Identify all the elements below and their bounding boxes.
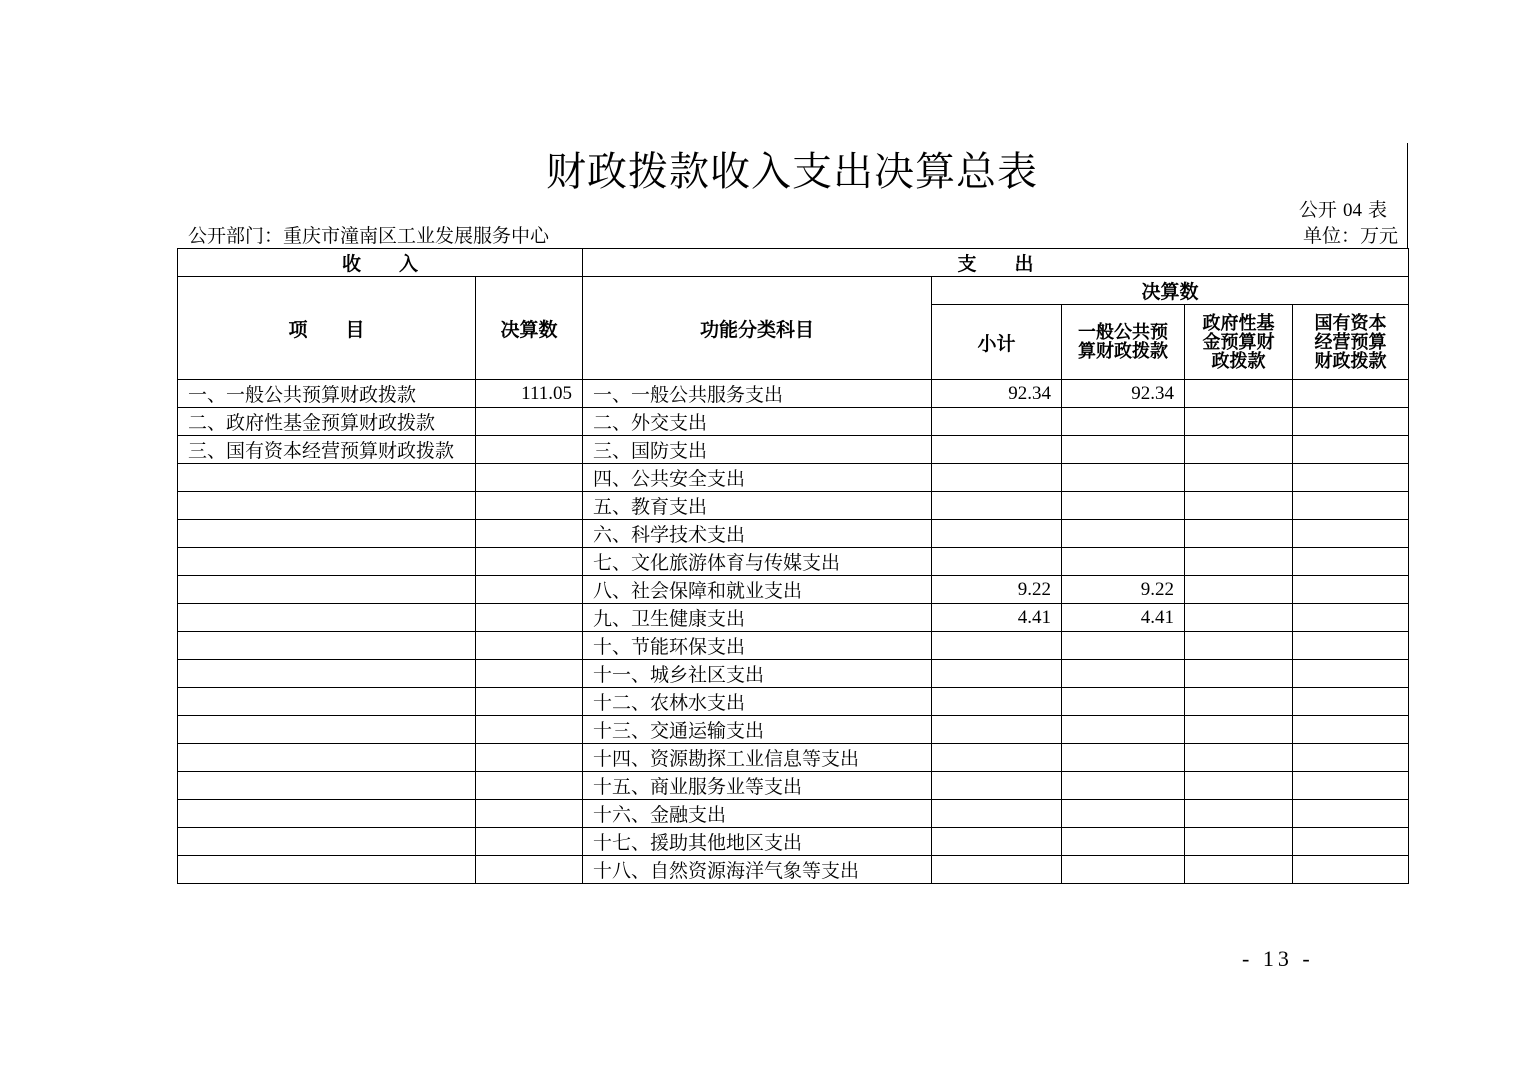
gov-fund-cell [1185,520,1293,548]
expense-item-cell: 十七、援助其他地区支出 [583,828,932,856]
general-budget-cell [1062,520,1185,548]
income-amount-cell [476,716,583,744]
income-item-cell [178,492,476,520]
table-row [178,660,1409,688]
income-amount-cell [476,688,583,716]
expense-item-cell: 十三、交通运输支出 [583,716,932,744]
gov-fund-cell [1185,716,1293,744]
income-item-cell: 二、政府性基金预算财政拨款 [178,408,476,436]
gov-fund-cell [1185,380,1293,408]
table-code [1299,195,1387,222]
state-capital-cell [1293,632,1409,660]
table-row [178,716,1409,744]
subtotal-cell [932,548,1062,576]
table-code-number: 04 [1342,200,1362,221]
expense-item-cell: 四、公共安全支出 [583,464,932,492]
table-row [178,408,1409,436]
subtotal-cell [932,492,1062,520]
state-capital-cell [1293,436,1409,464]
table-row [178,548,1409,576]
general-budget-cell [1062,408,1185,436]
income-item-cell [178,660,476,688]
table-row [178,744,1409,772]
table-row [178,604,1409,632]
income-item-cell [178,548,476,576]
subtotal-cell [932,464,1062,492]
state-capital-cell [1293,828,1409,856]
expense-item-cell: 六、科学技术支出 [583,520,932,548]
state-capital-cell [1293,688,1409,716]
general-budget-cell [1062,464,1185,492]
state-capital-cell [1293,548,1409,576]
expense-item-cell: 八、社会保障和就业支出 [583,576,932,604]
subtotal-cell [932,408,1062,436]
income-item-cell [178,632,476,660]
item-header: 项 目 [178,277,476,380]
income-item-cell: 三、国有资本经营预算财政拨款 [178,436,476,464]
gov-fund-cell [1185,576,1293,604]
final-amount-header: 决算数 [476,277,583,380]
state-capital-header: 国有资本经营预算财政拨款 [1293,305,1409,380]
general-budget-cell [1062,716,1185,744]
state-capital-cell [1293,660,1409,688]
expense-item-cell: 五、教育支出 [583,492,932,520]
gov-fund-cell [1185,828,1293,856]
income-amount-cell [476,772,583,800]
expense-item-cell: 十、节能环保支出 [583,632,932,660]
gov-fund-cell [1185,604,1293,632]
subtotal-cell: 92.34 [932,380,1062,408]
income-item-cell [178,744,476,772]
gov-fund-cell [1185,632,1293,660]
general-budget-cell [1062,548,1185,576]
gov-fund-cell [1185,436,1293,464]
income-header: 收 入 [178,249,583,277]
gov-fund-cell [1185,492,1293,520]
table-row [178,800,1409,828]
income-amount-cell [476,436,583,464]
state-capital-cell [1293,772,1409,800]
income-item-cell [178,576,476,604]
subtotal-cell: 9.22 [932,576,1062,604]
general-budget-cell [1062,436,1185,464]
income-amount-cell [476,800,583,828]
function-category-header: 功能分类科目 [583,277,932,380]
margin-line [1407,143,1408,249]
expense-item-cell: 九、卫生健康支出 [583,604,932,632]
gov-fund-header: 政府性基金预算财政拨款 [1185,305,1293,380]
subtotal-cell: 4.41 [932,604,1062,632]
general-budget-cell [1062,772,1185,800]
state-capital-cell [1293,464,1409,492]
gov-fund-cell [1185,772,1293,800]
general-budget-cell: 4.41 [1062,604,1185,632]
table-row [178,464,1409,492]
unit-label: 单位：万元 [1302,225,1398,247]
general-budget-cell [1062,688,1185,716]
subtotal-cell [932,856,1062,884]
state-capital-cell [1293,576,1409,604]
subtotal-cell [932,772,1062,800]
state-capital-cell [1293,604,1409,632]
gov-fund-cell [1185,800,1293,828]
expense-item-cell: 十八、自然资源海洋气象等支出 [583,856,932,884]
final-group-header: 决算数 [932,277,1409,305]
subtotal-cell [932,828,1062,856]
expense-item-cell: 七、文化旅游体育与传媒支出 [583,548,932,576]
gov-fund-cell [1185,856,1293,884]
income-item-cell [178,464,476,492]
general-budget-header: 一般公共预算财政拨款 [1062,305,1185,380]
table-code-prefix: 公开 [1298,199,1337,221]
subtotal-cell [932,632,1062,660]
expense-item-cell: 三、国防支出 [583,436,932,464]
income-amount-cell [476,576,583,604]
expense-item-cell: 二、外交支出 [583,408,932,436]
income-amount-cell [476,548,583,576]
expense-item-cell: 十一、城乡社区支出 [583,660,932,688]
header-row-1 [178,249,1409,277]
subtotal-cell [932,800,1062,828]
general-budget-cell: 9.22 [1062,576,1185,604]
general-budget-cell [1062,632,1185,660]
table-row [178,828,1409,856]
state-capital-cell [1293,856,1409,884]
income-amount-cell [476,492,583,520]
department-label: 公开部门：重庆市潼南区工业发展服务中心 [188,225,550,247]
page-title: 财政拨款收入支出决算总表 [546,149,1038,195]
expense-item-cell: 十二、农林水支出 [583,688,932,716]
income-item-cell [178,604,476,632]
table-row [178,856,1409,884]
table-row [178,688,1409,716]
income-item-cell [178,800,476,828]
general-budget-cell [1062,800,1185,828]
subtotal-cell [932,436,1062,464]
income-amount-cell [476,464,583,492]
gov-fund-cell [1185,408,1293,436]
income-amount-cell [476,744,583,772]
state-capital-cell [1293,716,1409,744]
subtotal-header: 小计 [932,305,1062,380]
general-budget-cell [1062,492,1185,520]
subtotal-cell [932,520,1062,548]
table-row [178,632,1409,660]
income-amount-cell [476,604,583,632]
expense-header: 支 出 [583,249,1409,277]
state-capital-cell [1293,492,1409,520]
expense-item-cell: 一、一般公共服务支出 [583,380,932,408]
subtotal-cell [932,688,1062,716]
expense-item-cell: 十六、金融支出 [583,800,932,828]
general-budget-cell [1062,828,1185,856]
expense-item-cell: 十四、资源勘探工业信息等支出 [583,744,932,772]
subtotal-cell [932,744,1062,772]
general-budget-cell: 92.34 [1062,380,1185,408]
expense-item-cell: 十五、商业服务业等支出 [583,772,932,800]
state-capital-cell [1293,408,1409,436]
table-row [178,492,1409,520]
subtotal-cell [932,716,1062,744]
income-item-cell [178,828,476,856]
income-item-cell: 一、一般公共预算财政拨款 [178,380,476,408]
income-amount-cell [476,408,583,436]
header-row-2 [178,277,1409,305]
table-row [178,576,1409,604]
gov-fund-cell [1185,744,1293,772]
state-capital-cell [1293,380,1409,408]
gov-fund-cell [1185,464,1293,492]
income-amount-cell: 111.05 [476,380,583,408]
table-code-suffix: 表 [1367,199,1387,221]
table-row [178,520,1409,548]
income-amount-cell [476,856,583,884]
income-amount-cell [476,632,583,660]
gov-fund-cell [1185,688,1293,716]
income-item-cell [178,688,476,716]
income-amount-cell [476,660,583,688]
state-capital-cell [1293,744,1409,772]
table-row [178,380,1409,408]
income-item-cell [178,716,476,744]
budget-table [177,248,1409,884]
general-budget-cell [1062,744,1185,772]
state-capital-cell [1293,520,1409,548]
table-row [178,772,1409,800]
income-amount-cell [476,520,583,548]
income-item-cell [178,772,476,800]
subtotal-cell [932,660,1062,688]
income-item-cell [178,520,476,548]
gov-fund-cell [1185,660,1293,688]
general-budget-cell [1062,660,1185,688]
income-item-cell [178,856,476,884]
table-row [178,436,1409,464]
state-capital-cell [1293,800,1409,828]
gov-fund-cell [1185,548,1293,576]
general-budget-cell [1062,856,1185,884]
page-number: - 13 - [1242,946,1314,971]
income-amount-cell [476,828,583,856]
